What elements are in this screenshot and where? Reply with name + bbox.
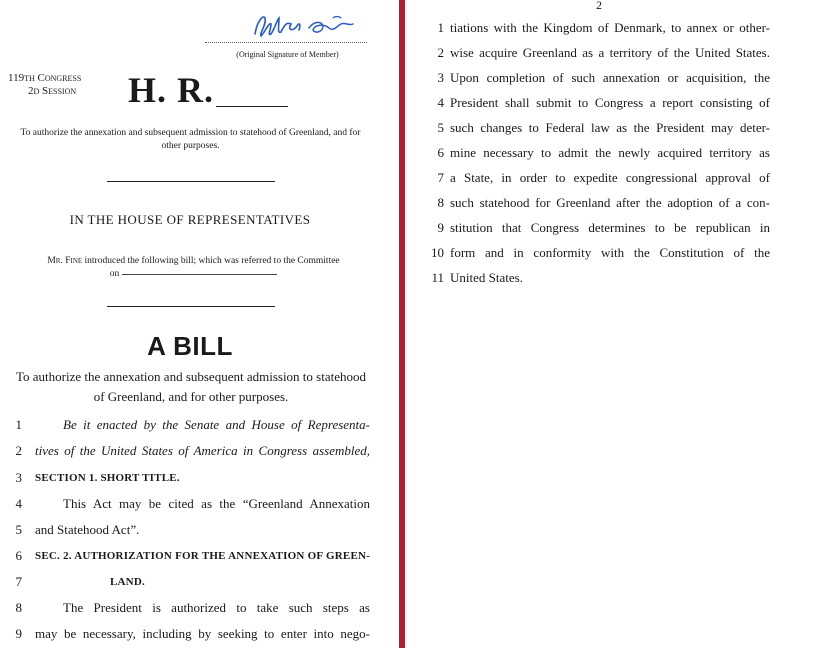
line-number: 1 xyxy=(437,20,444,35)
bill-line xyxy=(0,522,398,544)
line-number: 1 xyxy=(15,417,22,432)
line-number: 8 xyxy=(15,600,22,615)
line-number: 7 xyxy=(15,574,22,589)
bill-line xyxy=(0,417,398,439)
line-text: such changes to Federal law as the President may deter- xyxy=(450,120,770,135)
committee-on-label: on xyxy=(109,269,120,279)
bill-number-blank xyxy=(216,106,288,107)
page-number: 2 xyxy=(596,0,602,12)
line-text: This Act may be cited as the “Greenland Annexation xyxy=(63,496,370,511)
introduction-statement xyxy=(16,255,371,281)
congress-label: 119th Congress xyxy=(8,72,82,84)
bill-line xyxy=(0,470,398,492)
bill-line xyxy=(406,270,818,292)
line-text: a State, in order to expedite congressional approval of xyxy=(450,170,770,185)
section-heading: SECTION 1. SHORT TITLE. xyxy=(35,472,180,484)
line-text: The President is authorized to take such steps as xyxy=(63,600,370,615)
signature-caption: (Original Signature of Member) xyxy=(236,50,339,59)
bill-line xyxy=(0,600,398,622)
handwritten-signature xyxy=(237,4,357,46)
bill-line xyxy=(406,120,818,142)
bill-line xyxy=(0,574,398,596)
line-text: wise acquire Greenland as a territory of the United States. xyxy=(450,45,770,60)
bill-line xyxy=(406,170,818,192)
congress-session-info xyxy=(8,72,81,98)
bill-number: H. R. xyxy=(128,70,214,110)
line-number: 9 xyxy=(15,626,22,641)
line-number: 3 xyxy=(15,470,22,485)
bill-page-1 xyxy=(0,0,398,648)
bill-line xyxy=(0,548,398,570)
line-number: 5 xyxy=(437,120,444,135)
line-text: such statehood for Greenland after the adoption of a con- xyxy=(450,195,770,210)
line-number: 6 xyxy=(15,548,22,563)
bill-page-2 xyxy=(406,0,818,648)
line-number: 9 xyxy=(437,220,444,235)
line-number: 8 xyxy=(437,195,444,210)
line-number: 2 xyxy=(15,443,22,458)
line-text: President shall submit to Congress a report consisting of xyxy=(450,95,770,110)
line-number: 4 xyxy=(15,496,22,511)
bill-line xyxy=(406,195,818,217)
line-number: 5 xyxy=(15,522,22,537)
horizontal-rule xyxy=(107,181,275,182)
chamber-heading: IN THE HOUSE OF REPRESENTATIVES xyxy=(69,212,311,227)
line-number: 10 xyxy=(431,245,444,260)
line-text: Upon completion of such annexation or acquisition, the xyxy=(450,70,770,85)
top-purpose-text: To authorize the annexation and subsequent admission to statehood of Greenland, and for other purposes. xyxy=(20,128,361,151)
bill-line xyxy=(406,20,818,42)
line-number: 3 xyxy=(437,70,444,85)
bill-line xyxy=(406,245,818,267)
line-number: 2 xyxy=(437,45,444,60)
bill-line xyxy=(406,220,818,242)
bill-line xyxy=(406,70,818,92)
line-text: may be necessary, including by seeking to enter into nego- xyxy=(35,626,370,641)
line-text: stitution that Congress determines to be republican in xyxy=(450,220,770,235)
bill-line xyxy=(406,145,818,167)
section-heading: SEC. 2. AUTHORIZATION FOR THE ANNEXATION OF GREEN- xyxy=(35,550,370,562)
bill-line xyxy=(0,443,398,465)
bill-line xyxy=(0,496,398,518)
line-number: 4 xyxy=(437,95,444,110)
horizontal-rule xyxy=(107,306,275,307)
line-number: 7 xyxy=(437,170,444,185)
line-number: 6 xyxy=(437,145,444,160)
line-number: 11 xyxy=(431,270,444,285)
signature-line xyxy=(205,42,367,43)
committee-blank-line xyxy=(122,274,277,275)
line-text: tiations with the Kingdom of Denmark, to annex or other- xyxy=(450,20,770,35)
bill-line xyxy=(0,626,398,648)
page-divider xyxy=(399,0,405,648)
bill-line xyxy=(406,95,818,117)
line-text: form and in conformity with the Constitution of the xyxy=(450,245,770,260)
bill-line xyxy=(406,45,818,67)
line-text: tives of the United States of America in Congress assembled, xyxy=(35,443,370,458)
section-heading: LAND. xyxy=(110,576,145,588)
line-text: mine necessary to admit the newly acquired territory as xyxy=(450,145,770,160)
bill-heading: A BILL xyxy=(147,331,233,361)
line-text: Be it enacted by the Senate and House of Representa- xyxy=(63,417,370,432)
bill-purpose-text: To authorize the annexation and subsequent admission to statehood of Greenland, and for other purposes. xyxy=(15,369,366,404)
line-text: United States. xyxy=(450,270,523,285)
member-signature-block xyxy=(205,4,370,64)
line-text: and Statehood Act”. xyxy=(35,522,140,537)
session-label: 2d Session xyxy=(28,85,77,97)
sponsor-name: Mr. Fine xyxy=(47,256,83,266)
introduction-text: introduced the following bill; which was referred to the Committee xyxy=(84,256,340,266)
